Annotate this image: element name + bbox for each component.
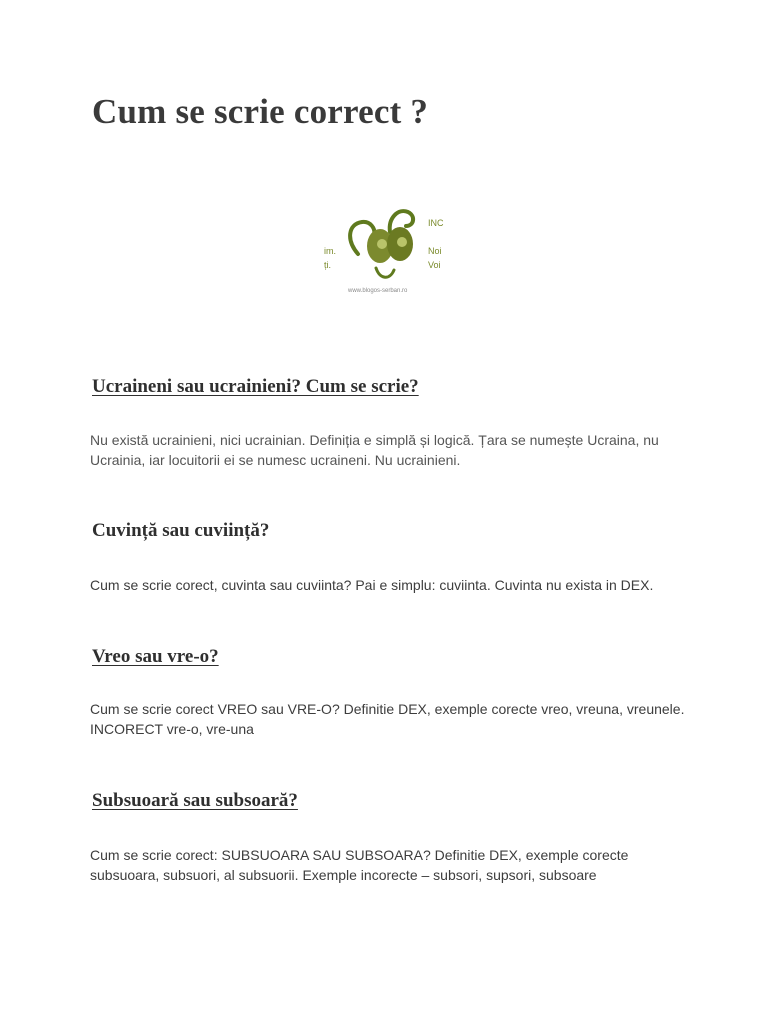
article-heading: Cuvință sau cuviință? [92, 520, 270, 541]
article-logo-image [318, 196, 446, 322]
logo-text: ți. [324, 260, 332, 270]
logo-text: im. [324, 246, 336, 256]
article-heading-link[interactable]: Ucraineni sau ucrainieni? Cum se scrie? [92, 376, 419, 397]
logo-text: Noi [428, 246, 442, 256]
logo-text: INC [428, 218, 444, 228]
logo-text: Voi [428, 260, 441, 270]
article-summary: Cum se scrie corect: SUBSUOARA SAU SUBSOARA? Definitie DEX, exemple corecte subsuoara, subsuori, al subsuorii. Exemple incorecte – subsori, supsori, subsoare [90, 847, 629, 883]
article-summary: Cum se scrie corect, cuvinta sau cuviinta? Pai e simplu: cuviinta. Cuvinta nu exista in DEX. [90, 577, 654, 593]
article-heading-link[interactable]: Subsuoară sau subsoară? [92, 790, 298, 811]
eyes-logo-icon [318, 196, 446, 322]
page-title: Cum se scrie correct ? [92, 92, 429, 131]
logo-url-text: www.blogos-serban.ro [348, 288, 408, 294]
article-summary: Nu există ucrainieni, nici ucrainian. Definiția e simplă și logică. Țara se numește Ucraina, nu Ucrainia, iar locuitorii ei se numesc ucraineni. Nu ucrainieni. [90, 432, 659, 468]
article-summary: Cum se scrie corect VREO sau VRE-O? Definitie DEX, exemple corecte vreo, vreuna, vreunele. INCORECT vre-o, vre-una [90, 701, 685, 737]
article-heading-link[interactable]: Vreo sau vre-o? [92, 646, 219, 667]
